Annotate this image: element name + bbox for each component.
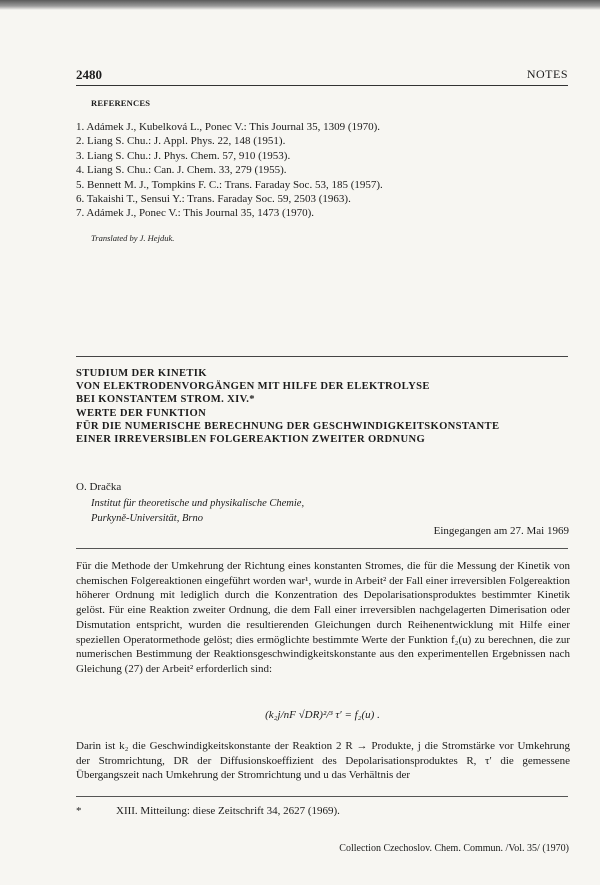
title-line: FÜR DIE NUMERISCHE BERECHNUNG DER GESCHWINDIGKEITSKONSTANTE	[76, 420, 500, 432]
title-line: VON ELEKTRODENVORGÄNGEN MIT HILFE DER ELEKTROLYSE	[76, 381, 430, 393]
section-divider	[76, 356, 568, 357]
reference-item: 4. Liang S. Chu.: Can. J. Chem. 33, 279 (1955).	[76, 164, 287, 177]
reference-item: 3. Liang S. Chu.: J. Phys. Chem. 57, 910 (1953).	[76, 149, 291, 162]
journal-citation: Collection Czechoslov. Chem. Commun. /Vol. 35/ (1970)	[339, 843, 569, 854]
footnote-divider	[76, 796, 568, 797]
title-line: STUDIUM DER KINETIK	[76, 368, 207, 379]
affiliation-line: Purkyně-Universität, Brno	[91, 512, 203, 524]
reference-item: 7. Adámek J., Ponec V.: This Journal 35, 1473 (1970).	[76, 207, 315, 220]
references-heading: REFERENCES	[91, 98, 151, 108]
received-date: Eingegangen am 27. Mai 1969	[433, 525, 569, 537]
page-number: 2480	[76, 67, 102, 82]
equation: (k₂j/nF √DR)²/³ τ′ = f₂(u) .	[265, 709, 380, 721]
affiliation	[91, 497, 304, 526]
affiliation-line: Institut für theoretische und physikalische Chemie,	[91, 498, 305, 509]
article-title	[76, 367, 576, 446]
title-line: WERTE DER FUNKTION	[76, 407, 207, 419]
title-line: BEI KONSTANTEM STROM. XIV.*	[76, 394, 255, 406]
body-paragraph: Für die Methode der Umkehrung der Richtung eines konstanten Stromes, die für die Messung der Kinetik von chemischen Folgereaktionen eingeführt worden war¹, wurde in Arbeit² der Fall einer irreversiblen Folgereaktion höherer Ordnung mit lediglich durch die Konzentration des Depolarisationsproduktes bestimmter Kinetik gelöst. Für eine Reaktion zweiter Ordnung, die dem Fall einer irreversiblen nachgelagerten Dimerisation oder Dismutation entspricht, wurden die resultierenden Gleichungen durch Reihenentwicklung mit Hilfe einer speziellen Operatormethode gelöst; dies ermöglichte bestimmte Werte der Funktion f₂(u) zu berechnen, die zur numerischen Bestimmung der Reaktionsgeschwindigkeitskonstante aus den experimentellen Ergebnissen nach Gleichung (27) der Arbeit² erforderlich sind:	[76, 560, 570, 675]
reference-list	[76, 120, 556, 221]
header-divider	[76, 548, 568, 549]
title-line: EINER IRREVERSIBLEN FOLGEREAKTION ZWEITER ORDNUNG	[76, 434, 426, 446]
author-name: O. Dračka	[76, 481, 122, 493]
body-paragraph: Darin ist k₂ die Geschwindigkeitskonstante der Reaktion 2 R → Produkte, j die Stromstärke vor Umkehrung der Stromrichtung, DR der Diffusionskoeffizient des Depolarisationsproduktes R, τ′ die gemessene Übergangszeit nach Umkehrung der Stromrichtung und u das Verhältnis der	[76, 740, 570, 781]
scan-edge	[0, 0, 600, 10]
reference-item: 5. Bennett M. J., Tompkins F. C.: Trans. Faraday Soc. 53, 185 (1957).	[76, 178, 383, 191]
footnote-text: XIII. Mitteilung: diese Zeitschrift 34, 2627 (1969).	[116, 805, 340, 817]
running-header	[76, 67, 568, 86]
footnote	[76, 805, 340, 817]
section-label: NOTES	[526, 67, 568, 81]
footnote-mark: *	[76, 805, 82, 817]
reference-item: 6. Takaishi T., Sensui Y.: Trans. Faraday Soc. 59, 2503 (1963).	[76, 193, 351, 206]
reference-item: 2. Liang S. Chu.: J. Appl. Phys. 22, 148 (1951).	[76, 135, 286, 148]
translator-credit: Translated by J. Hejduk.	[91, 233, 175, 243]
reference-item: 1. Adámek J., Kubelková L., Ponec V.: This Journal 35, 1309 (1970).	[76, 121, 381, 133]
